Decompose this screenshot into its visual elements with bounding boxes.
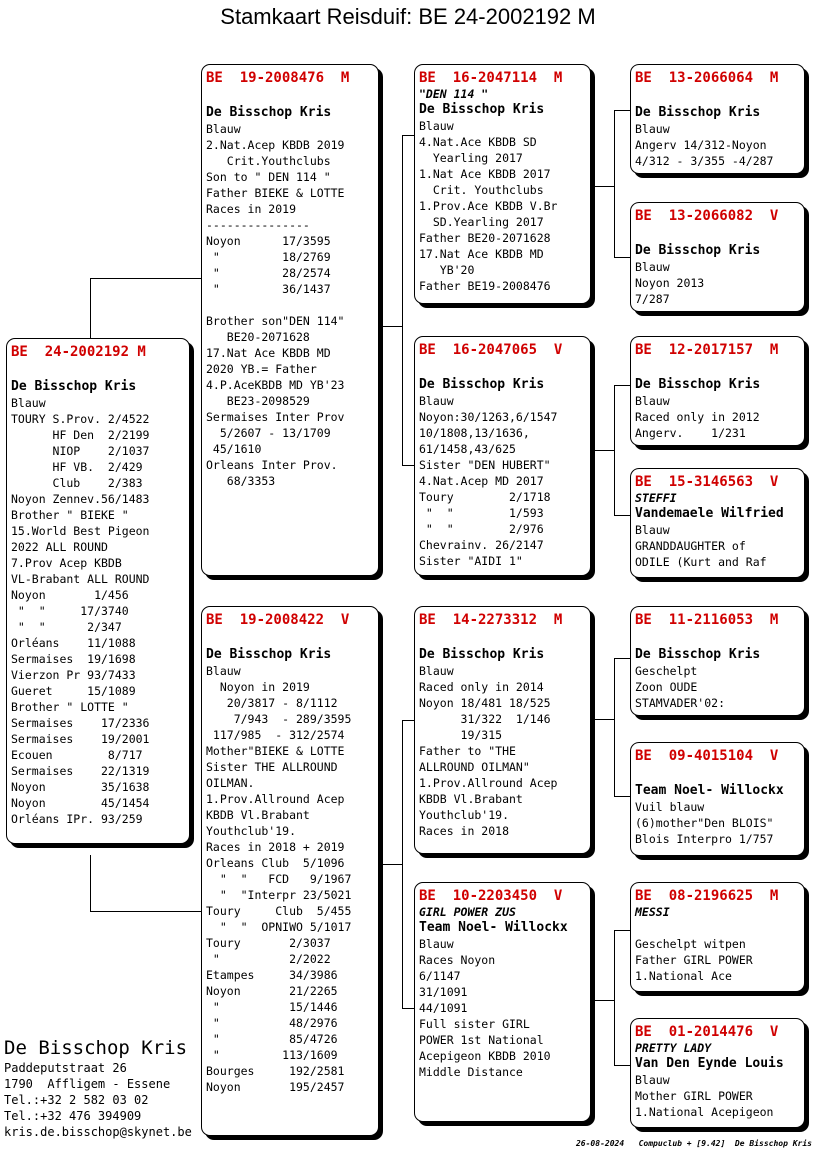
info-line: " 48/2976 [206,1016,338,1030]
info-line: Toury 2/1718 [419,490,551,504]
info-line: Blauw [635,122,670,136]
info-line: Blauw [419,937,454,951]
info-line: Noyon 21/2265 [206,984,338,998]
pigeon-card-father-father [414,64,591,304]
pigeon-nickname: GIRL POWER ZUS [419,905,516,919]
ring-number: BE 11-2116053 M [635,612,779,628]
ring-number: BE 09-4015104 V [635,748,779,764]
info-line: Toury Club 5/455 [206,904,352,918]
info-line: Noyon:30/1263,6/1547 [419,410,558,424]
info-line: Toury 2/3037 [206,936,331,950]
info-line: " " 1/593 [419,506,544,520]
ring-number: BE 24-2002192 M [11,344,146,360]
owner-name: De Bisschop Kris [419,102,545,117]
info-line: Orléans 11/1088 [11,636,136,650]
breeder-info [4,1036,192,1140]
info-line: Sister "DEN HUBERT" [419,458,551,472]
connector-mother-vertical [402,720,403,1008]
ring-number: BE 12-2017157 M [635,342,779,358]
info-line: Gueret 15/1089 [11,684,136,698]
info-line: " " 2/976 [419,522,544,536]
info-line: Mother GIRL POWER [635,1089,753,1103]
info-line: Chevrainv. 26/2147 [419,538,544,552]
info-line: 10/1808,13/1636, [419,426,530,440]
ring-number: BE 01-2014476 V [635,1024,779,1040]
info-line: Noyon Zennev.56/1483 [11,492,150,506]
owner-name: De Bisschop Kris [635,105,761,120]
info-line: Angerv 14/312-Noyon [635,138,767,152]
info-line: 61/1458,43/625 [419,442,516,456]
pigeon-card-mother-mother [414,882,591,1122]
info-line: Races in 2018 [419,824,510,838]
info-line: 7.Prov Acep KBDB [11,556,122,570]
breeder-street: Paddeputstraat 26 [4,1061,127,1075]
info-line: Etampes 34/3986 [206,968,338,982]
pigeon-card-fmf [630,336,805,446]
connector-mother-out [380,864,402,865]
info-line: Noyon 195/2457 [206,1080,345,1094]
info-line: 20/3817 - 8/1112 [206,696,338,710]
info-line: ALLROUND OILMAN" [419,760,530,774]
pigeon-card-ffm [630,202,805,312]
connector-main-mother [90,911,203,912]
spacer [635,87,800,104]
info-line: Angerv. 1/231 [635,426,746,440]
info-line: Sermaises 19/1698 [11,652,136,666]
info-line: --------------- [206,218,310,232]
pigeon-card-fmm [630,468,805,578]
info-line: Yearling 2017 [419,151,523,165]
info-line: Sister "AIDI 1" [419,554,523,568]
owner-name: Vandemaele Wilfried [635,506,784,521]
info-line: 6/1147 [419,969,461,983]
spacer [635,359,800,376]
info-line: 19/315 [419,728,503,742]
info-line: Son to " DEN 114 " [206,170,331,184]
info-line: 44/1091 [419,1001,468,1015]
connector-main-father [90,278,203,279]
info-line: Noyon 35/1638 [11,780,150,794]
breeder-mobile: Tel.:+32 476 394909 [4,1109,142,1123]
info-line: NIOP 2/1037 [11,444,150,458]
info-line: 17.Nat Ace KBDB MD [206,346,331,360]
info-line: YB'20 [419,263,475,277]
info-line: BE20-2071628 [206,330,310,344]
info-line: Vierzon Pr 93/7433 [11,668,136,682]
connector-ff-vertical [614,110,615,257]
info-line: Sister THE ALLROUND [206,760,338,774]
info-line: 17.Nat Ace KBDB MD [419,247,544,261]
info-line: 4/312 - 3/355 -4/287 [635,154,774,168]
info-line: Youthclub'19. [206,824,297,838]
info-line: 5/2607 - 13/1709 [206,426,331,440]
spacer [635,765,800,782]
info-line: Father to "THE [419,744,516,758]
connector-mm-out [592,1000,614,1001]
ring-number: BE 19-2008476 M [206,70,350,86]
pigeon-card-mother-father [414,606,591,854]
ring-number: BE 13-2066082 V [635,208,779,224]
owner-name: De Bisschop Kris [635,647,761,662]
info-line [206,297,374,313]
pigeon-nickname: MESSI [635,905,670,919]
connector-mf-out [592,719,614,720]
info-line: 68/3353 [206,474,276,488]
info-line: " 2/2022 [206,952,331,966]
info-line: Noyon 45/1454 [11,796,150,810]
info-line: " " OPNIWO 5/1017 [206,920,352,934]
info-line: Geschelpt [635,664,698,678]
page-title: Stamkaart Reisduif: BE 24-2002192 M [220,4,596,29]
breeder-email: kris.de.bisschop@skynet.be [4,1125,192,1139]
info-line: Blauw [419,394,454,408]
connector-father-out [380,326,402,327]
info-line: (6)mother"Den BLOIS" [635,816,774,830]
spacer [206,629,374,646]
info-line: Noyon in 2019 [206,680,310,694]
spacer [635,225,800,242]
info-line: Raced only in 2012 [635,410,760,424]
info-line: Orléans IPr. 93/259 [11,812,143,826]
spacer [419,629,586,646]
info-line: " 18/2769 [206,250,331,264]
pigeon-card-mmm [630,1018,805,1128]
info-line: " " 17/3740 [11,604,129,618]
info-line: Orleans Club 5/1096 [206,856,345,870]
owner-name: De Bisschop Kris [635,377,761,392]
info-line: Crit. Youthclubs [419,183,544,197]
ring-number: BE 16-2047065 V [419,342,563,358]
owner-name: De Bisschop Kris [419,647,545,662]
owner-name: Van Den Eynde Louis [635,1056,784,1071]
info-line: Blauw [206,122,241,136]
info-line: HF Den 2/2199 [11,428,150,442]
owner-name: De Bisschop Kris [206,647,332,662]
breeder-phone: Tel.:+32 2 582 03 02 [4,1093,149,1107]
info-line: Middle Distance [419,1065,523,1079]
info-line: STAMVADER'02: [635,696,726,710]
info-line: 2020 YB.= Father [206,362,317,376]
info-line: Bourges 192/2581 [206,1064,345,1078]
info-line: Raced only in 2014 [419,680,544,694]
connector-father-vertical [402,135,403,465]
info-line: Orleans Inter Prov. [206,458,338,472]
info-line: Acepigeon KBDB 2010 [419,1049,551,1063]
info-line: Sermaises 17/2336 [11,716,150,730]
spacer [206,87,374,104]
pigeon-nickname: STEFFI [635,491,677,505]
info-line: 2.Nat.Acep KBDB 2019 [206,138,345,152]
owner-name: Team Noel- Willockx [419,920,568,935]
info-line: 4.Nat.Ace KBDB SD [419,135,537,149]
info-line: 1.Prov.Ace KBDB V.Br [419,199,558,213]
info-line: 31/1091 [419,985,468,999]
connector-mf-vertical [614,658,615,796]
spacer [635,629,800,646]
owner-name: De Bisschop Kris [11,379,137,394]
info-line: " " FCD 9/1967 [206,872,352,886]
owner-name: De Bisschop Kris [206,105,332,120]
info-line: 1.National Ace [635,969,732,983]
info-line: Blauw [635,260,670,274]
info-line: Blois Interpro 1/757 [635,832,774,846]
info-line: Races Noyon [419,953,496,967]
info-line: " 113/1609 [206,1048,338,1062]
info-line: " 36/1437 [206,282,331,296]
info-line: Father BE19-2008476 [419,279,551,293]
info-line: 4.P.AceKBDB MD YB'23 [206,378,345,392]
info-line: Blauw [635,1073,670,1087]
info-line: GRANDDAUGHTER of [635,539,746,553]
info-line: Father BIEKE & LOTTE [206,186,345,200]
pigeon-nickname: "DEN 114 " [419,87,489,101]
info-line: Sermaises 19/2001 [11,732,150,746]
info-line: OILMAN. [206,776,255,790]
info-line: Blauw [635,523,670,537]
info-line: Noyon 2013 [635,276,705,290]
owner-name: De Bisschop Kris [419,377,545,392]
info-line: Noyon 18/481 18/525 [419,696,551,710]
info-line: Father BE20-2071628 [419,231,551,245]
connector-main-vertical [90,278,91,340]
connector-main-vertical-lower [90,855,91,911]
info-line: " "Interpr 23/5021 [206,888,352,902]
spacer [635,919,800,936]
info-line: Noyon 1/456 [11,588,129,602]
info-line: " 85/4726 [206,1032,338,1046]
info-line: 31/322 1/146 [419,712,551,726]
connector-ff-out [592,186,614,187]
pigeon-card-mfm [630,742,805,856]
info-line: Ecouen 8/717 [11,748,143,762]
info-line: " " 2/347 [11,620,122,634]
info-line: Vuil blauw [635,800,705,814]
info-line: Brother " LOTTE " [11,700,129,714]
info-line: 2022 ALL ROUND [11,540,108,554]
info-line: HF VB. 2/429 [11,460,143,474]
info-line: 7/287 [635,292,670,306]
info-line: KBDB Vl.Brabant [419,792,523,806]
owner-name: Team Noel- Willockx [635,783,784,798]
ring-number: BE 15-3146563 V [635,474,779,490]
info-line: Geschelpt witpen [635,937,746,951]
info-line: 15.World Best Pigeon [11,524,150,538]
info-line: Races in 2018 + 2019 [206,840,345,854]
info-line: Zoon OUDE [635,680,698,694]
info-line: Blauw [419,664,454,678]
info-line: 1.Nat Ace KBDB 2017 [419,167,551,181]
info-line: 4.Nat.Acep MD 2017 [419,474,544,488]
info-line: Blauw [635,394,670,408]
pigeon-card-mother [201,606,379,1136]
pigeon-nickname: PRETTY LADY [635,1041,712,1055]
connector-fm-out [592,450,614,451]
info-line: POWER 1st National [419,1033,544,1047]
ring-number: BE 08-2196625 M [635,888,779,904]
info-line: 7/943 - 289/3595 [206,712,352,726]
print-footer: 26-08-2024 Compuclub + [9.42] De Bisschop Kris [575,1139,812,1148]
info-line: Blauw [419,119,454,133]
info-line: Mother"BIEKE & LOTTE [206,744,345,758]
info-line: BE23-2098529 [206,394,310,408]
info-line: Sermaises Inter Prov [206,410,345,424]
info-line: Noyon 17/3595 [206,234,331,248]
spacer [419,359,586,376]
info-line: 1.National Acepigeon [635,1105,774,1119]
breeder-name: De Bisschop Kris [4,1037,188,1059]
ring-number: BE 10-2203450 V [419,888,563,904]
info-line: VL-Brabant ALL ROUND [11,572,150,586]
info-line: Crit.Youthclubs [206,154,331,168]
info-line: 1.Prov.Allround Acep [206,792,345,806]
info-line: TOURY S.Prov. 2/4522 [11,412,150,426]
info-line: KBDB Vl.Brabant [206,808,310,822]
pigeon-card-fff [630,64,805,174]
info-line: " 15/1446 [206,1000,338,1014]
info-line: ODILE (Kurt and Raf [635,555,767,569]
pigeon-card-mff [630,606,805,716]
owner-name: De Bisschop Kris [635,243,761,258]
info-line: Brother son"DEN 114" [206,314,345,328]
info-line: 1.Prov.Allround Acep [419,776,558,790]
spacer [11,361,185,378]
breeder-city: 1790 Affligem - Essene [4,1077,171,1091]
pigeon-card-father-mother [414,336,591,576]
info-line: Club 2/383 [11,476,143,490]
pigeon-card-father [201,64,379,576]
info-line: Youthclub'19. [419,808,510,822]
info-line: Full sister GIRL [419,1017,530,1031]
connector-mm-vertical [614,930,615,1065]
ring-number: BE 14-2273312 M [419,612,563,628]
info-line: Blauw [206,664,241,678]
info-line: Blauw [11,396,46,410]
info-line: 45/1610 [206,442,262,456]
info-line: " 28/2574 [206,266,331,280]
ring-number: BE 19-2008422 V [206,612,350,628]
info-line: SD.Yearling 2017 [419,215,544,229]
pigeon-card-mmf [630,882,805,992]
connector-fm-vertical [614,385,615,515]
info-line: Races in 2019 [206,202,297,216]
info-line: Sermaises 22/1319 [11,764,150,778]
info-line: Brother " BIEKE " [11,508,129,522]
pigeon-card-main [6,338,190,844]
info-line: 117/985 - 312/2574 [206,728,345,742]
info-line: Father GIRL POWER [635,953,753,967]
ring-number: BE 13-2066064 M [635,70,779,86]
ring-number: BE 16-2047114 M [419,70,563,86]
